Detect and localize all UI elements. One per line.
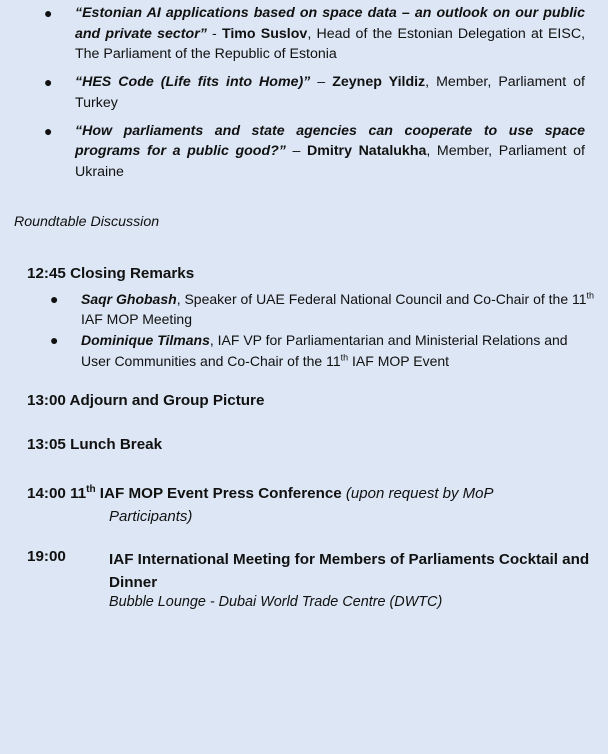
bullet-icon: ● xyxy=(50,332,59,349)
list-item: ● “How parliaments and state agencies can cooperate to use space programs for a public good?” – Dmitry Natalukha, Member, Parliament of Ukraine xyxy=(44,122,585,180)
talk-role: , Head of the Estonian Delegation at EISC, The Parliament of the Republic of Estonia xyxy=(75,25,586,62)
list-item: ● Dominique Tilmans, IAF VP for Parliamentarian and Ministerial Relations and User Communities and Co-Chair of the 11th IAF MOP Event xyxy=(50,332,568,369)
closing-remarks-list xyxy=(50,289,595,372)
talk-speaker: Zeynep Yildiz xyxy=(332,74,426,90)
closing-remarks-heading: 12:45 Closing Remarks xyxy=(27,265,195,282)
talk-role: , Member, Parliament of Turkey xyxy=(75,74,585,111)
roundtable-label: Roundtable Discussion xyxy=(14,214,160,230)
bullet-icon: ● xyxy=(44,5,53,21)
talk-role: , Member, Parliament of Ukraine xyxy=(75,143,585,180)
talk-title: “Estonian AI applications based on space data – an outlook on our public and private sector” xyxy=(75,5,585,42)
speaker-name: Dominique Tilmans xyxy=(81,332,210,349)
talk-title: “How parliaments and state agencies can cooperate to use space programs for a public good?” xyxy=(75,122,585,159)
speaker-name: Saqr Ghobash xyxy=(81,291,177,307)
bullet-icon: ● xyxy=(44,74,53,90)
cocktail-time: 19:00 xyxy=(27,548,66,565)
adjourn-heading: 13:00 Adjourn and Group Picture xyxy=(27,392,265,409)
bullet-icon: ● xyxy=(44,122,53,139)
lunch-heading: 13:05 Lunch Break xyxy=(27,436,163,453)
press-conference-heading: 14:00 11th IAF MOP Event Press Conference (upon request by MoP Participants) xyxy=(27,483,494,525)
talk-speaker: Timo Suslov xyxy=(221,25,308,42)
bullet-icon: ● xyxy=(50,291,59,307)
cocktail-title: IAF International Meeting for Members of Parliaments Cocktail and Dinner xyxy=(109,551,590,591)
list-item: ● Saqr Ghobash, Speaker of UAE Federal National Council and Co-Chair of the 11th IAF MOP Meeting xyxy=(50,290,595,328)
list-item: ● “Estonian AI applications based on space data – an outlook on our public and private sector” - Timo Suslov, Head of the Estonian Delegation at EISC, The Parliament of the Republic of Estonia xyxy=(44,5,586,62)
talk-speaker: Dmitry Natalukha xyxy=(307,143,427,159)
list-item: ● “HES Code (Life fits into Home)” – Zeynep Yildiz, Member, Parliament of Turkey xyxy=(44,74,585,111)
talk-title: “HES Code (Life fits into Home)” xyxy=(75,74,311,90)
cocktail-venue: Bubble Lounge - Dubai World Trade Centre (DWTC) xyxy=(109,594,443,610)
talks-list xyxy=(40,3,585,190)
